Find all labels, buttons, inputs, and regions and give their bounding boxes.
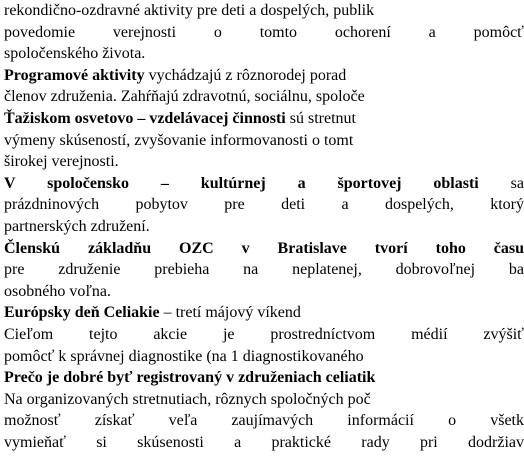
bold-text: Európsky deň Celiakie <box>4 304 160 322</box>
text-line <box>4 281 111 302</box>
bold-text: Prečo je dobré byť registrovaný v združeniach celiatik <box>4 369 376 387</box>
text-span: Na organizovaných stretnutiach, rôznych spoločných poč <box>4 390 371 408</box>
text-line <box>4 0 374 21</box>
text-span: sa <box>478 174 524 192</box>
text-span: sú stretnut <box>285 110 356 127</box>
bold-text: Členskú základňu OZC v Bratislave tvorí toho času <box>4 239 524 257</box>
text-line <box>4 194 524 215</box>
text-line <box>4 324 524 345</box>
text-line <box>4 302 301 323</box>
text-line <box>4 238 524 259</box>
text-span: členov združenia. Zahŕňajú zdravotnú, sociálnu, spoloče <box>4 88 365 106</box>
text-line <box>4 216 150 237</box>
text-span: – tretí májový víkend <box>159 304 301 322</box>
text-span: výmeny skúseností, zvyšovanie informovanosti o tomt <box>4 131 354 149</box>
text-line <box>4 22 524 43</box>
bold-text: V spoločensko – kultúrnej a športovej oblasti <box>4 174 479 192</box>
text-span: širokej verejnosti. <box>4 153 119 171</box>
text-line <box>4 389 371 410</box>
text-span: spoločenského života. <box>4 45 146 63</box>
text-line <box>4 130 353 151</box>
text-span: pomôcť k správnej diagnostike (na 1 diagnostikovaného <box>4 347 364 365</box>
text-line <box>4 432 524 453</box>
text-span: možnosť získať veľa zaujímavých informácií o všetk <box>4 412 524 430</box>
text-line <box>4 259 524 280</box>
text-span: osobného voľna. <box>4 282 111 300</box>
text-line <box>4 367 375 388</box>
text-span: rekondično-ozdravné aktivity pre deti a dospelých, publik <box>4 2 375 19</box>
text-span: vymieňať si skúsenosti a praktické rady pri dodržiav <box>4 434 524 451</box>
text-line <box>4 43 145 64</box>
text-span: vychádzajú z rôznorodej porad <box>144 66 347 84</box>
text-span: Cieľom tejto akcie je prostredníctvom médií zvýšiť <box>4 326 524 343</box>
bold-text: Ťažiskom osvetovo – vzdelávacej činnosti <box>4 110 286 127</box>
text-line <box>4 65 346 86</box>
text-span: prázdninových pobytov pre deti a dospelých, ktorý <box>4 196 524 214</box>
text-line <box>4 86 365 107</box>
text-line <box>4 173 524 194</box>
text-span: partnerských združení. <box>4 218 150 235</box>
text-line <box>4 108 356 129</box>
text-span: pre združenie prebieha na neplatenej, dobrovoľnej ba <box>4 261 524 279</box>
text-line <box>4 346 364 367</box>
text-line <box>4 151 119 172</box>
text-line <box>4 410 524 431</box>
bold-text: Programové aktivity <box>4 66 145 84</box>
text-span: povedomie verejnosti o tomto ochorení a pomôcť <box>4 23 524 41</box>
